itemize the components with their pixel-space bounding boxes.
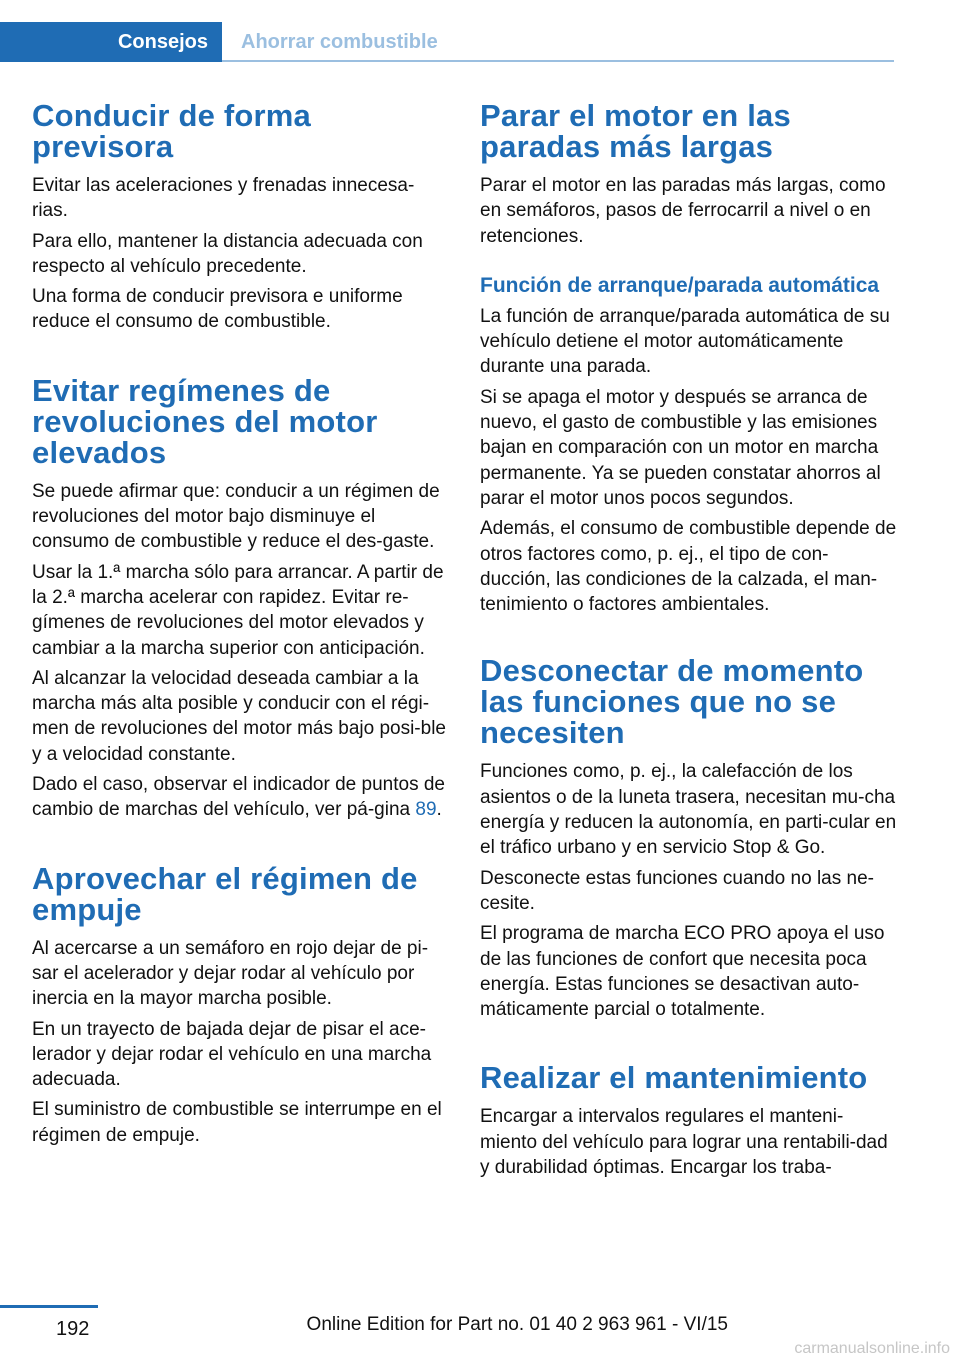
paragraph: Usar la 1.ª marcha sólo para arrancar. A partir de la 2.ª marcha acelerar con rapidez. Evitar re‐gímenes de revoluciones del motor elevados y cambiar a la marcha superior con anticipación. <box>32 561 444 659</box>
paragraph-text: Dado el caso, observar el indicador de puntos de cambio de marchas del vehículo, ver pá‐gina <box>32 774 445 821</box>
paragraph: Además, el consumo de combustible depende de otros factores como, p. ej., el tipo de con‐ducción, las condiciones de la calzada, el man‐tenimiento o factores ambientales. <box>480 518 897 616</box>
paragraph: Funciones como, p. ej., la calefacción de los asientos o de la luneta trasera, necesitan mu‐cha energía y reducen la autonomía, en parti‐cular en el tráfico urbano y en servicio Stop & Go. <box>480 761 897 859</box>
header-divider <box>222 60 894 62</box>
section-label: Consejos <box>117 30 208 53</box>
paragraph: Al alcanzar la velocidad deseada cambiar a la marcha más alta posible y conducir con el régi‐men de revoluciones del motor más bajo posi‐ble y a velocidad constante. <box>32 667 446 765</box>
heading-regimen-empuje: Aprovechar el régimen de empuje <box>32 860 418 927</box>
paragraph: Parar el motor en las paradas más largas, como en semáforos, pasos de ferrocarril a nivel o en retenciones. <box>480 175 886 247</box>
paragraph: Si se apaga el motor y después se arranca de nuevo, el gasto de combustible y las emisiones bajan en comparación con un motor en marcha permanente. Ya se pueden constatar ahorros al parar el motor unos pocos segundos. <box>480 386 881 509</box>
page-footer <box>0 1300 960 1362</box>
subsection-tab-ahorrar <box>241 22 438 62</box>
paragraph: Al acercarse a un semáforo en rojo dejar de pi‐sar el acelerador y dejar rodar al vehículo por inercia en la mayor marcha posible. <box>32 937 429 1010</box>
footer-divider <box>0 1305 98 1308</box>
subheading-arranque-parada: Función de arranque/parada automática <box>480 273 880 297</box>
paragraph-with-link <box>32 772 450 823</box>
page-number: 192 <box>56 1318 90 1340</box>
section-tab-consejos <box>0 22 222 62</box>
page-link-89[interactable]: 89 <box>415 799 437 821</box>
right-column <box>480 100 898 1185</box>
paragraph: En un trayecto de bajada dejar de pisar el ace‐lerador y dejar rodar el vehículo en una marcha adecuada. <box>32 1018 432 1091</box>
heading-evitar-regimenes: Evitar regímenes de revoluciones del motor elevados <box>32 372 378 470</box>
subsection-label: Ahorrar combustible <box>241 30 438 53</box>
paragraph: Desconecte estas funciones cuando no las ne‐cesite. <box>480 867 874 914</box>
paragraph: Se puede afirmar que: conducir a un régimen de revoluciones del motor bajo disminuye el consumo de combustible y reduce el des‐gaste. <box>32 480 440 553</box>
paragraph: El programa de marcha ECO PRO apoya el uso de las funciones de confort que necesita poca energía. Estas funciones se desactivan auto‐máticamente parcial o totalmente. <box>480 923 885 1021</box>
left-column <box>32 100 450 1153</box>
heading-conducir-previsora: Conducir de forma previsora <box>32 98 311 164</box>
edition-note: Online Edition for Part no. 01 40 2 963 961 - VI/15 <box>306 1314 728 1335</box>
paragraph: La función de arranque/parada automática de su vehículo detiene el motor automáticamente durante una parada. <box>480 305 890 378</box>
paragraph: Evitar las aceleraciones y frenadas innecesa‐rias. <box>32 175 415 222</box>
paragraph: El suministro de combustible se interrumpe en el régimen de empuje. <box>32 1099 442 1146</box>
paragraph-end: . <box>436 799 442 821</box>
paragraph: Encargar a intervalos regulares el manteni‐miento del vehículo para lograr una rentabili‐dad y durabilidad óptimas. Encargar los traba‐ <box>480 1106 888 1179</box>
paragraph: Una forma de conducir previsora e uniforme reduce el consumo de combustible. <box>32 286 403 333</box>
heading-parar-motor: Parar el motor en las paradas más largas <box>480 98 791 164</box>
watermark: carmanualsonline.info <box>794 1340 950 1357</box>
heading-desconectar-funciones: Desconectar de momento las funciones que no se necesiten <box>480 653 864 751</box>
heading-mantenimiento: Realizar el mantenimiento <box>480 1060 868 1096</box>
page-header <box>0 0 960 62</box>
paragraph: Para ello, mantener la distancia adecuada con respecto al vehículo precedente. <box>32 230 423 277</box>
